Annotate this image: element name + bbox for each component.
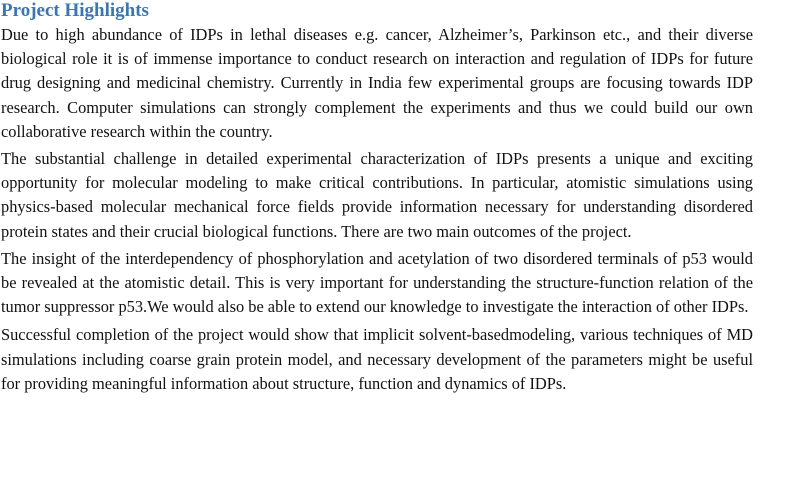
paragraph-challenge: The substantial challenge in detailed experimental characterization of IDPs presents a unique and exciting opportunity for molecular modeling to make critical contributions. In particular, atomistic simulations using physics-based molecular mechanical force fields provide information necessary for understanding disordered protein states and their crucial biological functions. There are two main outcomes of the project.: [1, 149, 753, 241]
paragraph-outcome-methods: Successful completion of the project would show that implicit solvent-basedmodeling, various techniques of MD simulations including coarse grain protein model, and necessary development of the parameters might be useful for providing meaningful information about structure, function and dynamics of IDPs.: [1, 325, 753, 393]
paragraph-intro: Due to high abundance of IDPs in lethal diseases e.g. cancer, Alzheimer’s, Parkinson etc., and their diverse biological role it is of immense importance to conduct research on interaction and regulation of IDPs for future drug designing and medicinal chemistry. Currently in India few experimental groups are focusing towards IDP research. Computer simulations can strongly complement the experiments and thus we could build our own collaborative research within the country.: [1, 25, 753, 141]
paragraph-outcome-p53: The insight of the interdependency of phosphorylation and acetylation of two disordered terminals of p53 would be revealed at the atomistic detail. This is very important for understanding the structure-function relation of the tumor suppressor p53.We would also be able to extend our knowledge to investigate the interaction of other IDPs.: [1, 248, 753, 317]
document-body: [1, 0, 753, 399]
section-heading: Project Highlights: [1, 0, 149, 21]
